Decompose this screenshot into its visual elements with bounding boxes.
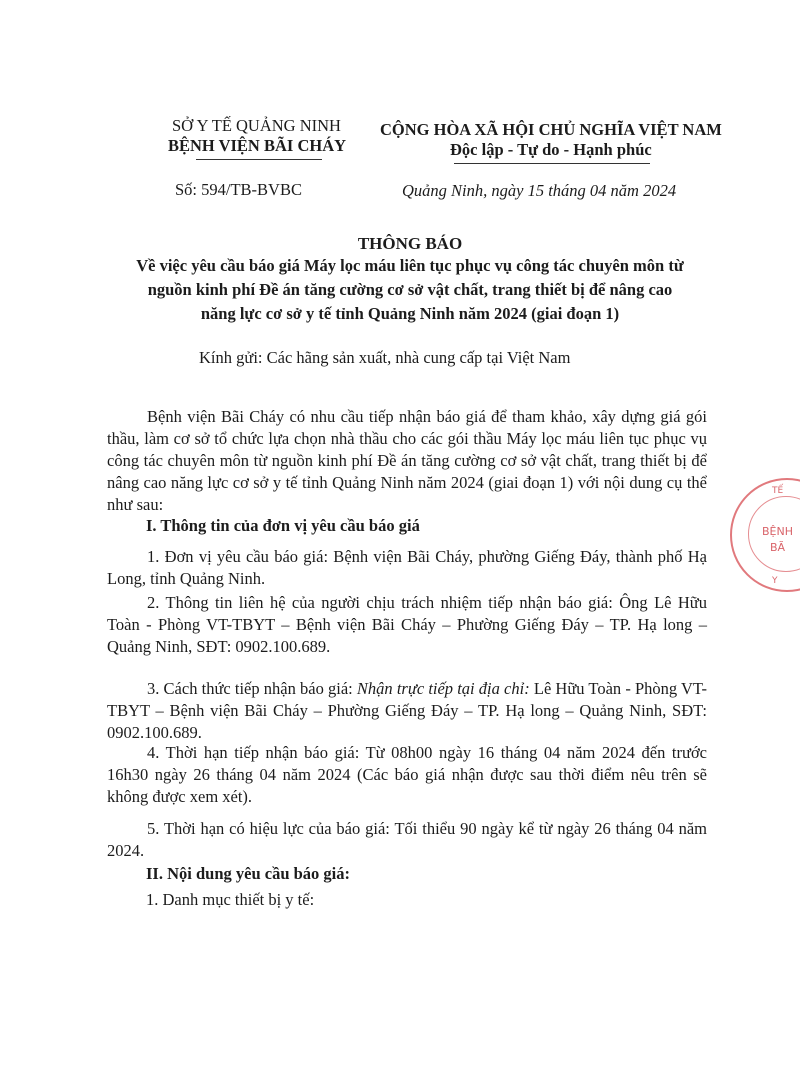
country-name: CỘNG HÒA XÃ HỘI CHỦ NGHĨA VIỆT NAM bbox=[380, 120, 722, 139]
stamp-text-line-2: BÃ bbox=[770, 541, 786, 554]
section-1-item-2-text: 2. Thông tin liên hệ của người chịu trách nhiệm tiếp nhận báo giá: Ông Lê Hữu Toàn - Phòng VT-TBYT – Bệnh viện Bãi Cháy – Phường Giếng Đáy – TP. Hạ long – Quảng Ninh, SĐT: 0902.100.689. bbox=[107, 593, 707, 656]
stamp-text-line-1: BỆNH bbox=[762, 525, 793, 538]
section-1-item-4 bbox=[107, 742, 707, 808]
intro-text: Bệnh viện Bãi Cháy có nhu cầu tiếp nhận báo giá để tham khảo, xây dựng giá gói thầu, làm cơ sở tổ chức lựa chọn nhà thầu cho các gói thầu Máy lọc máu liên tục phục vụ công tác chuyên môn từ nguồn kinh phí Đề án tăng cường cơ sở vật chất, trang thiết bị để nâng cao năng lực cơ sở y tế tỉnh Quảng Ninh năm 2024 (giai đoạn 1) với nội dung cụ thể như sau: bbox=[107, 407, 707, 514]
section-1-heading: I. Thông tin của đơn vị yêu cầu báo giá bbox=[146, 516, 420, 535]
intro-paragraph bbox=[107, 406, 707, 516]
section-1-item-1 bbox=[107, 546, 707, 590]
motto-underline bbox=[454, 163, 650, 164]
subject-line-3: năng lực cơ sở y tế tỉnh Quảng Ninh năm 2024 (giai đoạn 1) bbox=[200, 304, 620, 323]
section-2-heading: II. Nội dung yêu cầu báo giá: bbox=[146, 864, 351, 883]
hospital-underline bbox=[196, 159, 322, 160]
section-2-item-1: 1. Danh mục thiết bị y tế: bbox=[146, 890, 315, 909]
subject-line-1: Về việc yêu cầu báo giá Máy lọc máu liên tục phục vụ công tác chuyên môn từ bbox=[136, 256, 684, 275]
department-name: SỞ Y TẾ QUẢNG NINH bbox=[172, 116, 341, 135]
stamp-top-text: TẾ bbox=[772, 486, 784, 496]
section-1-item-2 bbox=[107, 592, 707, 658]
stamp-bottom-text: Y bbox=[772, 576, 778, 586]
document-title: THÔNG BÁO bbox=[357, 234, 463, 253]
section-1-item-1-text: 1. Đơn vị yêu cầu báo giá: Bệnh viện Bãi Cháy, phường Giếng Đáy, thành phố Hạ Long, tỉnh Quảng Ninh. bbox=[107, 547, 707, 588]
document-number: Số: 594/TB-BVBC bbox=[175, 180, 302, 199]
section-1-item-3 bbox=[107, 678, 707, 744]
section-1-item-5 bbox=[107, 818, 707, 862]
section-1-item-4-text: 4. Thời hạn tiếp nhận báo giá: Từ 08h00 ngày 16 tháng 04 năm 2024 đến trước 16h30 ngày 26 tháng 04 năm 2024 (Các báo giá nhận được sau thời điểm nêu trên sẽ không được xem xét). bbox=[107, 743, 707, 806]
section-1-item-3-prefix: 3. Cách thức tiếp nhận báo giá: bbox=[147, 679, 357, 698]
hospital-stamp bbox=[730, 478, 800, 592]
section-1-item-5-text: 5. Thời hạn có hiệu lực của báo giá: Tối thiểu 90 ngày kể từ ngày 26 tháng 04 năm 2024. bbox=[107, 819, 707, 860]
national-motto: Độc lập - Tự do - Hạnh phúc bbox=[450, 140, 652, 159]
place-and-date: Quảng Ninh, ngày 15 tháng 04 năm 2024 bbox=[402, 181, 677, 200]
subject-line-2: nguồn kinh phí Đề án tăng cường cơ sở vật chất, trang thiết bị để nâng cao bbox=[147, 280, 673, 299]
hospital-name: BỆNH VIỆN BÃI CHÁY bbox=[168, 136, 347, 155]
recipient-line: Kính gửi: Các hãng sản xuất, nhà cung cấp tại Việt Nam bbox=[199, 348, 571, 367]
section-1-item-3-italic: Nhận trực tiếp tại địa chỉ: bbox=[356, 679, 530, 698]
section-1-item-3-rest: Lê Hữu Toàn - Phòng VT-TBYT – Bệnh viện Bãi Cháy – Phường Giếng Đáy – TP. Hạ long – Quảng Ninh, SĐT: 0902.100.689. bbox=[107, 679, 707, 742]
